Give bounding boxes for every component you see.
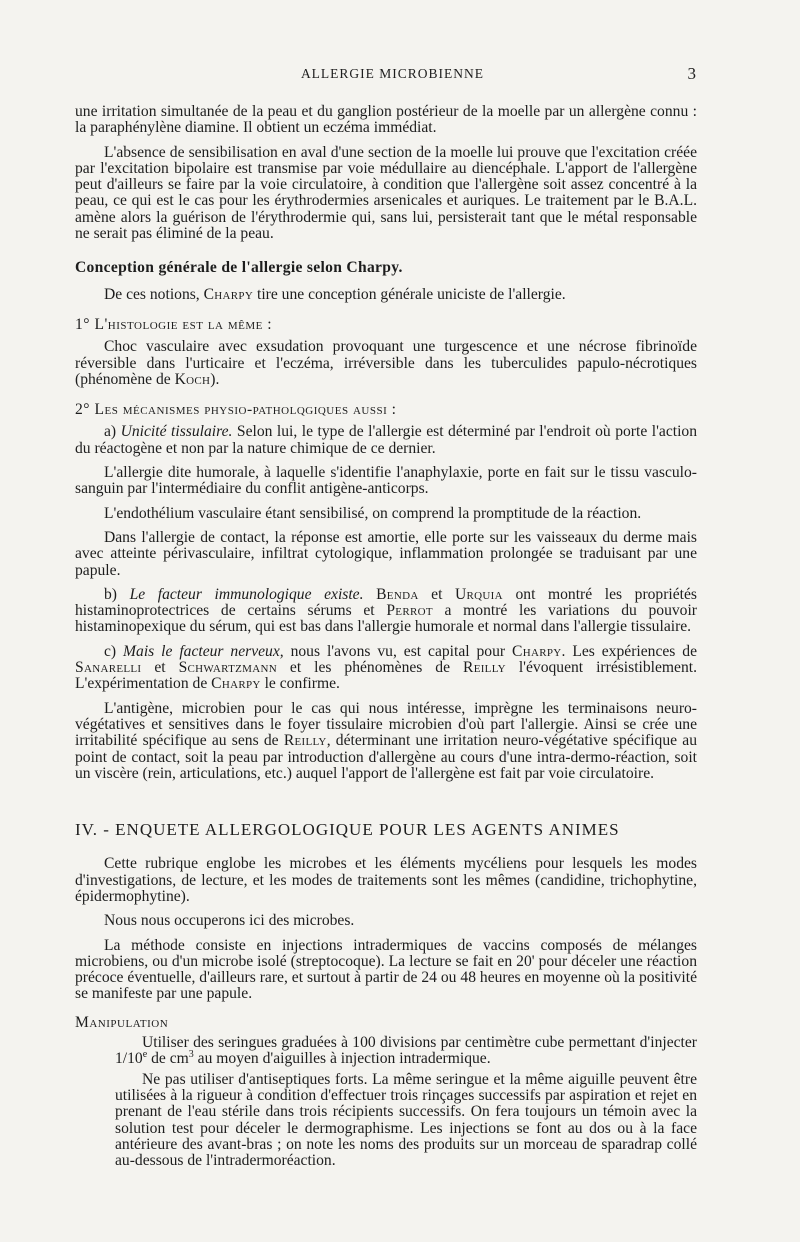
paragraph: Dans l'allergie de contact, la réponse est amortie, elle porte sur les vaisseaux du derme mais avec atteinte périvasculaire, infiltrat cytologique, inflammation prolongée se traduisant par une papule.	[75, 528, 697, 579]
page-number: 3	[687, 64, 696, 83]
author-name: Charpy	[512, 642, 562, 660]
paragraph: b) Le facteur immunologique existe. Benda et Urquia ont montré les propriétés histaminoprotectrices de certains sérums et Perrot a montré les variations du pouvoir histaminopexique du sérum, qui est bas dans l'allergie humorale et normal dans l'allergie tissulaire.	[75, 585, 697, 636]
author-name: Reilly	[463, 659, 506, 677]
paragraph: c) Mais le facteur nerveux, nous l'avons vu, est capital pour Charpy. Les expériences de Sanarelli et Schwartzmann et les phénomènes de Reilly l'évoquent irrésistiblement. L'expérimentation de Charpy le confirme.	[75, 642, 697, 693]
paragraph: Nous nous occuperons ici des microbes.	[104, 912, 355, 930]
running-title: ALLERGIE MICROBIENNE	[300, 66, 485, 81]
author-name: Charpy	[211, 675, 261, 693]
author-name: Benda	[376, 585, 419, 603]
manipulation-heading: Manipulation	[75, 1013, 169, 1031]
paragraph: L'allergie dite humorale, à laquelle s'identifie l'anaphylaxie, porte en fait sur le tissu vasculo-sanguin par l'intermédiaire du conflit antigène-anticorps.	[75, 464, 697, 498]
paragraph: Cette rubrique englobe les microbes et les éléments mycéliens pour lesquels les modes d'investigations, de lecture, et les modes de traitements sont les mêmes (candidine, trichophytine, épidermophytine).	[75, 855, 697, 905]
paragraph: Choc vasculaire avec exsudation provoquant une turgescence et une nécrose fibrinoïde réversible dans l'urticaire et l'eczéma, irréversible dans les tuberculides papulo-nécrotiques (phénomène de Koch).	[75, 338, 697, 388]
chapter-heading: IV. - ENQUETE ALLERGOLOGIQUE POUR LES AGENTS ANIMES	[75, 820, 620, 840]
paragraph: De ces notions, Charpy tire une conception générale uniciste de l'allergie.	[104, 285, 566, 303]
subheading: 2° Les mécanismes physio-patholqgiques aussi :	[75, 401, 397, 419]
author-name: Charpy	[203, 285, 254, 303]
author-name: Perrot	[386, 602, 433, 620]
paragraph: a) Unicité tissulaire. Selon lui, le type de l'allergie est déterminé par l'endroit où porte l'action du réactogène et non par la nature chimique de ce dernier.	[75, 423, 698, 457]
paragraph: L'antigène, microbien pour le cas qui nous intéresse, imprègne les terminaisons neuro-végétatives et sensitives dans le foyer tissulaire microbien d'où part l'allergie. Ainsi se crée une irritabilité spécifique au sens de Reilly, déterminant une irritation neuro-végétative spécifique au point de contact, soit la peau par introduction d'allergène au cours d'une intra-dermo-réaction, soit un viscère (rein, articulations, etc.) auquel l'apport de l'allergène est fait par voie circulatoire.	[75, 699, 697, 782]
manipulation-block	[75, 1035, 697, 1169]
author-name: Koch	[174, 370, 211, 388]
author-name: Reilly	[283, 732, 327, 750]
paragraph: une irritation simultanée de la peau et du ganglion postérieur de la moelle par un allergène connu : la paraphénylène diamine. Il obtient un eczéma immédiat.	[75, 103, 697, 137]
section-heading: Conception générale de l'allergie selon Charpy.	[75, 259, 403, 277]
paragraph: L'absence de sensibilisation en aval d'une section de la moelle lui prouve que l'excitation créée par l'excitation bipolaire est transmise par voie médullaire au diencéphale. L'apport de l'allergène peut d'ailleurs se faire par la voie circulatoire, à condition que l'allergène soit assez concentré à la peau, ce qui est le cas pour les érythrodermies arsenicales et auriques. Le traitement par le B.A.L. amène alors la guérison de l'érythrodermie qui, sans lui, persisterait tant que le métal responsable ne serait pas éliminé de la peau.	[75, 143, 697, 243]
paragraph: Utiliser des seringues graduées à 100 divisions par centimètre cube permettant d'injecter 1/10e de $cm^3$ au moyen d'aiguilles à injection intradermique.	[115, 1034, 697, 1068]
paragraph: La méthode consiste en injections intradermiques de vaccins composés de mélanges microbiens, ou d'un microbe isolé (streptocoque). La lecture se fait en 20' pour déceler une réaction précoce éventuelle, d'ailleurs rare, et surtout à partir de 24 ou 48 heures en moyenne où la positivité se manifeste par une papule.	[75, 936, 697, 1003]
page-body	[75, 104, 697, 1173]
paragraph: L'endothélium vasculaire étant sensibilisé, on comprend la promptitude de la réaction.	[104, 504, 642, 522]
author-name: Sanarelli	[75, 659, 142, 677]
paragraph: Ne pas utiliser d'antiseptiques forts. La même seringue et la même aiguille peuvent être utilisées à la rigueur à condition d'effectuer trois rinçages successifs par aspiration et rejet en prenant de l'eau stérile dans trois récipients successifs. On fera toujours un témoin avec la solution test pour déceler le dermographisme. Les injections se font au dos ou à la face antérieure des avant-bras ; on note les noms des produits sur un morceau de sparadrap collé au-dessous de l'intradermoréaction.	[115, 1070, 697, 1170]
author-name: Urquia	[454, 585, 503, 603]
subheading: 1° L'histologie est la même :	[75, 315, 273, 333]
author-name: Schwartzmann	[178, 659, 277, 677]
